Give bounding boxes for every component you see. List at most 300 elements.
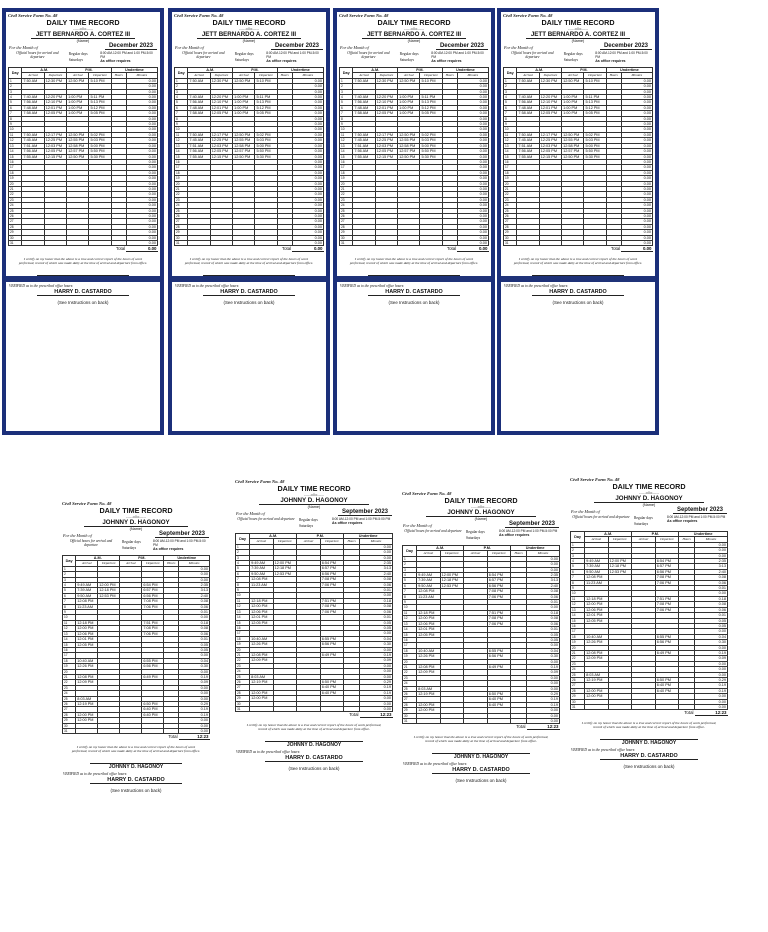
minutes-cell: 0.00: [457, 159, 488, 164]
day-cell: 15: [63, 642, 76, 647]
day-cell: 14: [9, 149, 22, 154]
pm-header: P.M.: [632, 532, 679, 537]
am-departure-cell: 12:30 PM: [539, 78, 561, 83]
minutes-cell: 0.00: [292, 241, 323, 246]
minutes-cell: 0.00: [457, 89, 488, 94]
day-type-values: [153, 539, 209, 554]
minutes-cell: 0.00: [179, 669, 210, 674]
separator: -----o0o-----: [568, 26, 588, 31]
day-cell: 3: [571, 553, 585, 558]
pm-departure-cell: 5:12 PM: [420, 105, 442, 110]
pm-departure-cell: 5:12 PM: [255, 105, 277, 110]
minutes-cell: 0.00: [621, 219, 652, 224]
minutes-cell: 3:13: [695, 564, 728, 569]
saturdays-label: Saturdays: [563, 58, 578, 62]
day-cell: 5: [504, 100, 517, 105]
minutes-cell: 0.00: [360, 647, 393, 652]
am-header: A.M.: [188, 68, 233, 73]
day-cell: 18: [63, 658, 76, 663]
minutes-cell: 0.00: [621, 230, 652, 235]
day-cell: 27: [236, 685, 250, 690]
pm-departure-cell: 5:13 PM: [255, 100, 277, 105]
minutes-cell: 0.30: [695, 640, 728, 645]
day-cell: 17: [571, 629, 585, 634]
am-arrival-cell: 12:08 PM: [585, 650, 609, 655]
minutes-cell: 0.09: [360, 658, 393, 663]
instructions-note: (See Instructions on back): [552, 300, 604, 306]
dtr-card: [497, 8, 659, 435]
day-cell: 19: [340, 176, 353, 181]
minutes-cell: 0.00: [695, 672, 728, 677]
day-type-values: [499, 529, 559, 544]
pm-arrival-header: Arrival: [120, 561, 142, 566]
minutes-cell: 0.00: [292, 208, 323, 213]
minutes-cell: 0.04: [360, 636, 393, 641]
day-cell: 21: [9, 186, 22, 191]
day-cell: 29: [504, 230, 517, 235]
minutes-cell: 0.00: [179, 685, 210, 690]
time-record-table: [8, 67, 158, 252]
day-cell: 12: [236, 604, 250, 609]
day-cell: 12: [340, 138, 353, 143]
am-arrival-cell: 12:08 PM: [585, 575, 609, 580]
minutes-cell: 0.19: [360, 685, 393, 690]
minutes-cell: 0.00: [695, 661, 728, 666]
name-caption: (Name): [129, 527, 143, 531]
employee-name: JETT BERNARDO A. CORTEZ III: [197, 31, 302, 39]
am-arrival-cell: 7:45 AM: [22, 138, 44, 143]
minutes-cell: 0.00: [457, 122, 488, 127]
regular-days-label: Regular days: [68, 52, 88, 56]
pm-departure-cell: 7:06 PM: [487, 594, 511, 599]
day-cell: 11: [236, 598, 250, 603]
pm-departure-cell: 5:03 PM: [255, 138, 277, 143]
employee-signature-name: JETT BERNARDO A. CORTEZ III: [168, 276, 330, 282]
official-hours: [60, 539, 212, 554]
minutes-cell: 0.08: [695, 602, 728, 607]
time-record-table: [570, 531, 728, 716]
day-type-values: [266, 51, 323, 66]
minutes-cell: 0.05: [527, 632, 560, 637]
day-cell: 1: [236, 544, 250, 549]
pm-departure-cell: 6:54 PM: [487, 573, 511, 578]
am-arrival-cell: 12:00 PM: [250, 696, 274, 701]
minutes-cell: 0.29: [360, 679, 393, 684]
day-cell: 29: [571, 694, 585, 699]
am-departure-cell: 12:25 PM: [375, 138, 397, 143]
pm-departure-header: Departure: [420, 73, 442, 78]
minutes-cell: 0.00: [179, 691, 210, 696]
minutes-cell: 0.00: [621, 176, 652, 181]
name-caption: (Name): [474, 517, 488, 521]
minutes-cell: 0.00: [179, 572, 210, 577]
am-departure-cell: 12:53 PM: [440, 583, 464, 588]
day-cell: 11: [403, 610, 417, 615]
minutes-cell: 0.00: [621, 143, 652, 148]
pm-departure-cell: 7:51 PM: [655, 596, 679, 601]
minutes-header: Minutes: [695, 537, 728, 542]
day-cell: 9: [504, 122, 517, 127]
am-arrival-cell: 9:49 AM: [76, 583, 98, 588]
total-value: 12:23: [179, 734, 210, 740]
instructions-note: (See Instructions on back): [455, 778, 507, 784]
day-cell: 2: [175, 84, 188, 89]
day-cell: 2: [403, 562, 417, 567]
am-arrival-cell: 7:55 AM: [188, 154, 210, 159]
am-departure-cell: 12:00 PM: [98, 583, 120, 588]
official-hours-label: Official hours for arrival and departure: [511, 51, 554, 59]
certification-text: I certify on my honor that the above is a true and correct report of the hours of work performed, record of which was made daily at the time of arrival and departure from office.: [413, 735, 549, 744]
minutes-cell: 0.00: [292, 170, 323, 175]
am-arrival-header: Arrival: [585, 537, 609, 542]
undertime-header: Undertime: [511, 546, 560, 551]
day-cell: 8: [9, 116, 22, 121]
day-cell: 29: [340, 230, 353, 235]
day-cell: 25: [63, 696, 76, 701]
minutes-cell: 0.00: [179, 566, 210, 571]
separator: -----o0o-----: [73, 26, 93, 31]
am-departure-cell: 12:18 PM: [440, 578, 464, 583]
day-cell: 22: [403, 670, 417, 675]
am-header: A.M.: [250, 534, 297, 539]
day-cell: 2: [340, 84, 353, 89]
employee-name: JOHNNY D. HAGONOY: [426, 509, 536, 517]
day-cell: 26: [175, 213, 188, 218]
am-arrival-cell: 12:18 PM: [76, 620, 98, 625]
pm-departure-cell: 6:40 PM: [655, 683, 679, 688]
minutes-cell: 0.00: [360, 701, 393, 706]
form-number: Civil Service Form No. 48: [339, 13, 389, 18]
month-row: [172, 43, 326, 50]
day-type-values: [595, 51, 652, 66]
undertime-header: Undertime: [164, 556, 210, 561]
day-cell: 5: [9, 100, 22, 105]
certification-text: I certify on my honor that the above is a true and correct report of the hours of work performed, record of which was made daily at the time of arrival and departure from office.: [349, 257, 479, 266]
pm-departure-cell: 5:02 PM: [420, 132, 442, 137]
saturdays-value: As office requires: [431, 59, 462, 64]
am-arrival-cell: 7:58 AM: [353, 111, 375, 116]
pm-departure-cell: 5:02 PM: [89, 132, 111, 137]
pm-departure-cell: 5:10 PM: [89, 78, 111, 83]
am-arrival-cell: 12:08 PM: [250, 577, 274, 582]
employee-signature-name: JETT BERNARDO A. CORTEZ III: [2, 276, 164, 282]
minutes-cell: 0.19: [360, 652, 393, 657]
minutes-cell: 0.00: [621, 197, 652, 202]
pm-departure-cell: 5:11 PM: [584, 95, 606, 100]
minutes-cell: 0.00: [292, 95, 323, 100]
minutes-cell: 0.06: [179, 604, 210, 609]
day-cell: 7: [9, 111, 22, 116]
day-cell: 16: [571, 623, 585, 628]
minutes-cell: 0.00: [126, 143, 157, 148]
day-cell: 5: [403, 578, 417, 583]
minutes-cell: 0.08: [360, 577, 393, 582]
official-hours: [501, 51, 655, 66]
am-header: A.M.: [353, 68, 398, 73]
pm-arrival-cell: 12:50 PM: [233, 78, 255, 83]
pm-departure-cell: 5:50 PM: [89, 149, 111, 154]
undertime-header: Undertime: [606, 68, 652, 73]
minutes-cell: 0.00: [621, 122, 652, 127]
day-cell: 30: [63, 723, 76, 728]
day-header: Day: [571, 532, 585, 543]
minutes-cell: 0.00: [695, 629, 728, 634]
pm-departure-cell: 6:55 PM: [655, 634, 679, 639]
official-hours: [568, 515, 730, 530]
am-departure-cell: 12:15 PM: [539, 154, 561, 159]
minutes-cell: 0.00: [621, 95, 652, 100]
pm-departure-cell: 6:49 PM: [320, 652, 344, 657]
day-cell: 28: [9, 224, 22, 229]
day-cell: 16: [504, 159, 517, 164]
minutes-header: Minutes: [457, 73, 488, 78]
am-departure-header: Departure: [273, 539, 297, 544]
minutes-cell: 0.04: [179, 658, 210, 663]
day-cell: 14: [236, 615, 250, 620]
pm-header: P.M.: [233, 68, 278, 73]
minutes-cell: 0.00: [457, 192, 488, 197]
minutes-cell: 0.00: [695, 548, 728, 553]
minutes-cell: 0.19: [695, 688, 728, 693]
pm-arrival-cell: 12:58 PM: [398, 143, 420, 148]
supervisor-name: HARRY D. CASTARDO: [90, 777, 181, 784]
verified-label: VERIFIED as to the prescribed office hours:: [236, 750, 301, 755]
employee-name: JETT BERNARDO A. CORTEZ III: [362, 31, 467, 39]
am-arrival-cell: 11:23 AM: [250, 582, 274, 587]
minutes-cell: 0.19: [695, 683, 728, 688]
minutes-cell: 0.00: [292, 132, 323, 137]
am-arrival-cell: 9:50 AM: [585, 569, 609, 574]
regular-days-value: 8:00 AM-12:00 PM and 1:00 PM-5:00 PM: [431, 51, 484, 60]
pm-departure-cell: 5:11 PM: [255, 95, 277, 100]
day-cell: 13: [63, 631, 76, 636]
supervisor-name: HARRY D. CASTARDO: [600, 753, 697, 760]
pm-arrival-header: Arrival: [67, 73, 89, 78]
minutes-cell: 0.08: [527, 616, 560, 621]
minutes-cell: 0.00: [457, 235, 488, 240]
pm-departure-cell: 7:08 PM: [320, 604, 344, 609]
minutes-cell: 0.08: [179, 599, 210, 604]
day-header: Day: [63, 556, 76, 567]
day-cell: 23: [403, 675, 417, 680]
total-label: Total: [610, 245, 621, 251]
regular-days-label: Regular days: [399, 52, 419, 56]
am-arrival-cell: 12:19 PM: [417, 691, 441, 696]
pm-departure-cell: 7:06 PM: [320, 582, 344, 587]
day-cell: 13: [403, 621, 417, 626]
am-arrival-cell: 12:00 PM: [250, 604, 274, 609]
supervisor-name: HARRY D. CASTARDO: [265, 755, 362, 762]
day-cell: 11: [571, 596, 585, 601]
day-cell: 23: [175, 197, 188, 202]
day-cell: 19: [504, 176, 517, 181]
day-cell: 6: [340, 105, 353, 110]
minutes-cell: 0.00: [360, 631, 393, 636]
instructions-note: (See Instructions on back): [57, 300, 109, 306]
minutes-cell: 0.01: [360, 615, 393, 620]
minutes-cell: 0.05: [179, 642, 210, 647]
am-departure-header: Departure: [539, 73, 561, 78]
am-arrival-cell: 9:49 AM: [585, 559, 609, 564]
day-cell: 26: [340, 213, 353, 218]
day-cell: 26: [403, 691, 417, 696]
minutes-cell: 0.00: [126, 111, 157, 116]
saturdays-value: As office requires: [499, 533, 530, 538]
am-arrival-cell: 7:50 AM: [22, 78, 44, 83]
form-title: DAILY TIME RECORD: [99, 506, 173, 515]
day-cell: 28: [63, 712, 76, 717]
minutes-cell: 0.00: [292, 176, 323, 181]
day-cell: 6: [403, 583, 417, 588]
minutes-cell: 0.00: [292, 122, 323, 127]
minutes-cell: 0.06: [527, 621, 560, 626]
day-cell: 28: [403, 702, 417, 707]
minutes-cell: 0.00: [360, 593, 393, 598]
time-record-table: [235, 533, 393, 718]
day-cell: 16: [175, 159, 188, 164]
am-arrival-cell: 12:00 PM: [585, 694, 609, 699]
minutes-cell: 0.05: [360, 625, 393, 630]
pm-departure-cell: 6:40 PM: [142, 712, 164, 717]
minutes-cell: 0.00: [126, 149, 157, 154]
am-departure-cell: 12:05 PM: [539, 149, 561, 154]
day-type-labels: [299, 517, 329, 532]
day-cell: 31: [504, 241, 517, 246]
time-record-table: [174, 67, 324, 252]
am-departure-cell: 12:17 PM: [44, 132, 66, 137]
pm-departure-cell: 6:54 PM: [320, 561, 344, 566]
day-cell: 3: [504, 89, 517, 94]
minutes-cell: 0.01: [695, 613, 728, 618]
separator: -----o0o-----: [404, 26, 424, 31]
employee-name: JETT BERNARDO A. CORTEZ III: [31, 31, 136, 39]
day-cell: 29: [9, 230, 22, 235]
pm-departure-cell: 5:05 PM: [255, 111, 277, 116]
am-arrival-cell: 9:50 AM: [417, 583, 441, 588]
day-cell: 27: [340, 219, 353, 224]
minutes-cell: 0.00: [457, 95, 488, 100]
pm-departure-cell: 6:56 PM: [655, 569, 679, 574]
day-cell: 4: [9, 95, 22, 100]
day-cell: 14: [571, 613, 585, 618]
minutes-cell: 0.00: [126, 197, 157, 202]
am-departure-cell: 12:25 PM: [210, 138, 232, 143]
day-cell: 25: [403, 686, 417, 691]
day-cell: 20: [340, 181, 353, 186]
am-departure-cell: 12:10 PM: [210, 100, 232, 105]
minutes-cell: 0.05: [695, 618, 728, 623]
day-cell: 3: [63, 577, 76, 582]
day-cell: 18: [340, 170, 353, 175]
am-departure-cell: 12:05 PM: [375, 111, 397, 116]
am-arrival-cell: 7:58 AM: [188, 111, 210, 116]
am-arrival-cell: 12:08 PM: [417, 664, 441, 669]
undertime-header: Undertime: [442, 68, 488, 73]
dtr-card: [168, 8, 330, 435]
undertime-header: Undertime: [679, 532, 728, 537]
day-cell: 15: [571, 618, 585, 623]
pm-departure-cell: 5:13 PM: [89, 100, 111, 105]
am-departure-cell: 12:20 PM: [210, 95, 232, 100]
day-cell: 23: [63, 685, 76, 690]
day-cell: 13: [571, 607, 585, 612]
minutes-cell: 0.00: [457, 138, 488, 143]
employee-name: JETT BERNARDO A. CORTEZ III: [526, 31, 631, 39]
day-cell: 22: [175, 192, 188, 197]
day-cell: 3: [175, 89, 188, 94]
pm-arrival-cell: 12:50 PM: [67, 78, 89, 83]
total-row: [504, 246, 653, 252]
hours-header: Hours: [511, 551, 527, 556]
day-cell: 30: [571, 699, 585, 704]
minutes-cell: 0.19: [695, 650, 728, 655]
day-cell: 8: [63, 604, 76, 609]
regular-days-label: Regular days: [122, 540, 141, 544]
pm-departure-cell: 6:40 PM: [320, 685, 344, 690]
minutes-cell: 0.00: [126, 116, 157, 121]
minutes-cell: 0.09: [695, 656, 728, 661]
day-cell: 19: [571, 640, 585, 645]
minutes-cell: 0.01: [527, 627, 560, 632]
minutes-cell: 0.18: [527, 610, 560, 615]
am-arrival-cell: 12:00 PM: [417, 708, 441, 713]
minutes-cell: 0.00: [126, 170, 157, 175]
day-cell: 10: [63, 615, 76, 620]
day-type-labels: [466, 529, 496, 544]
pm-departure-cell: 6:54 PM: [142, 583, 164, 588]
minutes-cell: 0.00: [292, 84, 323, 89]
minutes-cell: 0.00: [126, 235, 157, 240]
separator: -----o0o-----: [639, 490, 659, 495]
minutes-cell: 0.00: [621, 132, 652, 137]
am-arrival-cell: 7:48 AM: [188, 105, 210, 110]
day-type-values: [667, 515, 727, 530]
pm-departure-cell: 7:06 PM: [320, 609, 344, 614]
pm-arrival-header: Arrival: [632, 537, 656, 542]
minutes-cell: 0.00: [457, 78, 488, 83]
minutes-cell: 0.05: [695, 623, 728, 628]
minutes-cell: 0.00: [292, 219, 323, 224]
form-title: DAILY TIME RECORD: [377, 18, 451, 27]
minutes-cell: 0.00: [695, 699, 728, 704]
pm-departure-cell: 7:08 PM: [320, 577, 344, 582]
day-cell: 31: [9, 241, 22, 246]
am-arrival-cell: 7:39 AM: [585, 564, 609, 569]
minutes-cell: 2:35: [695, 559, 728, 564]
minutes-cell: 0.00: [126, 154, 157, 159]
am-arrival-cell: 7:39 AM: [250, 566, 274, 571]
am-departure-cell: 12:05 PM: [539, 111, 561, 116]
am-arrival-cell: 7:56 AM: [353, 100, 375, 105]
instructions-note: (See Instructions on back): [223, 300, 275, 306]
pm-departure-cell: 5:13 PM: [420, 100, 442, 105]
day-cell: 8: [504, 116, 517, 121]
day-cell: 7: [63, 599, 76, 604]
form-number: Civil Service Form No. 48: [174, 13, 224, 18]
day-cell: 14: [175, 149, 188, 154]
employee-name: JOHNNY D. HAGONOY: [594, 495, 704, 503]
minutes-cell: 0.00: [292, 89, 323, 94]
pm-departure-cell: 5:12 PM: [584, 105, 606, 110]
instructions-note: (See Instructions on back): [288, 766, 340, 772]
am-arrival-cell: 12:00 PM: [417, 702, 441, 707]
minutes-cell: 0.19: [527, 664, 560, 669]
am-departure-cell: 12:17 PM: [375, 132, 397, 137]
saturdays-value: As office requires: [595, 59, 626, 64]
pm-departure-cell: 7:06 PM: [655, 607, 679, 612]
am-arrival-cell: 12:05 PM: [250, 620, 274, 625]
pm-departure-cell: 6:40 PM: [487, 702, 511, 707]
